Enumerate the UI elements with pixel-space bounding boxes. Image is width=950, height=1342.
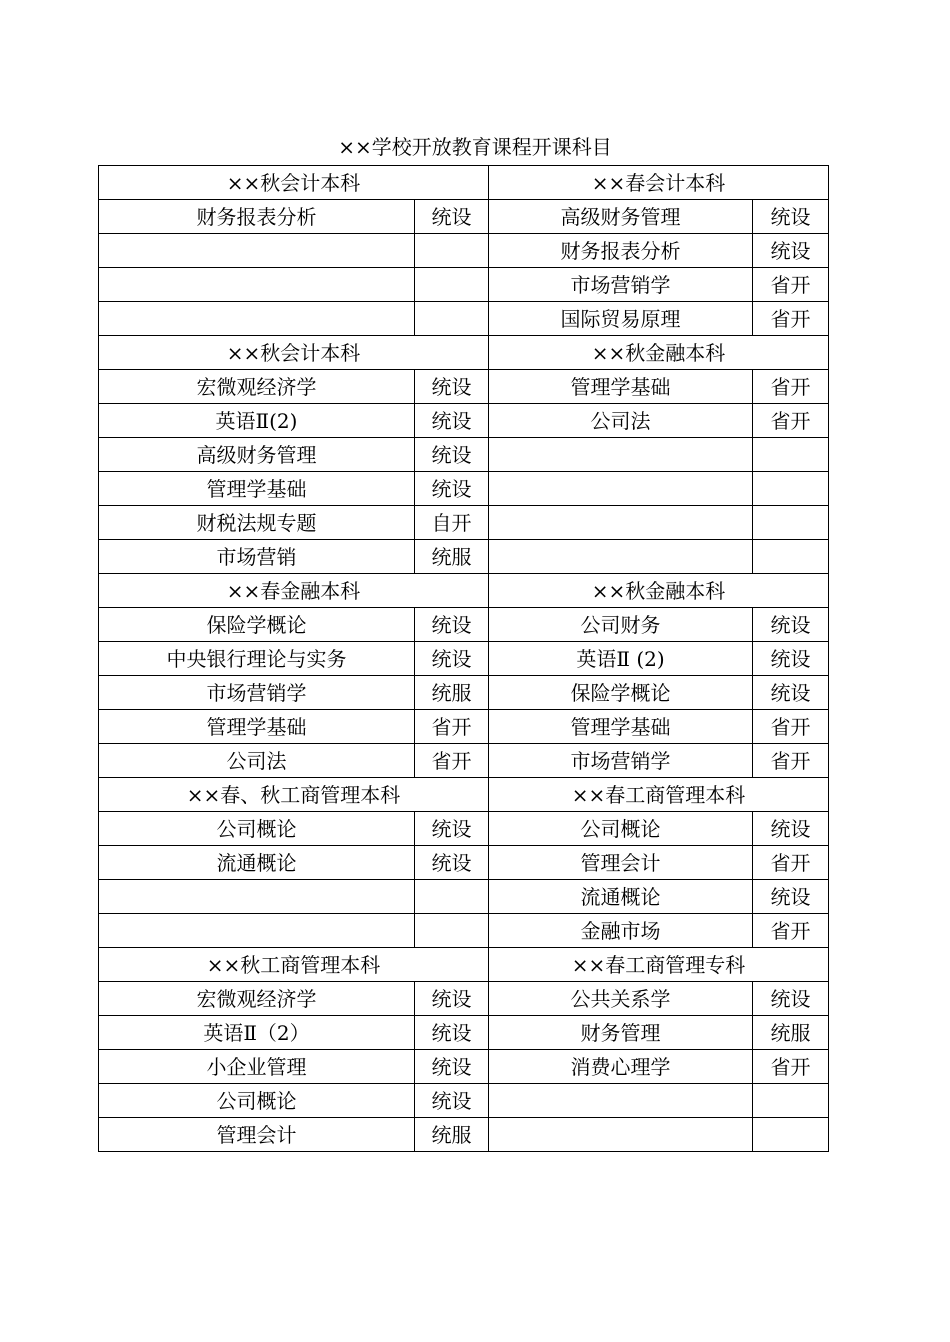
course-type-cell xyxy=(753,1084,829,1118)
course-type-cell: 省开 xyxy=(753,1050,829,1084)
course-name-cell: 英语Ⅱ (2) xyxy=(489,642,753,676)
course-type-cell: 统服 xyxy=(753,1016,829,1050)
course-type-cell: 自开 xyxy=(415,506,489,540)
course-type-cell: 统设 xyxy=(415,812,489,846)
course-type-cell: 省开 xyxy=(753,846,829,880)
section-heading-left: ××秋会计本科 xyxy=(99,336,489,370)
course-row xyxy=(99,642,829,676)
course-type-cell xyxy=(753,506,829,540)
course-name-cell xyxy=(489,540,753,574)
course-name-cell: 管理学基础 xyxy=(489,370,753,404)
section-heading-right: ××春工商管理专科 xyxy=(489,948,829,982)
course-type-cell: 统设 xyxy=(415,982,489,1016)
course-type-cell: 统设 xyxy=(753,200,829,234)
course-name-cell: 财务报表分析 xyxy=(489,234,753,268)
course-row xyxy=(99,982,829,1016)
course-type-cell: 省开 xyxy=(753,914,829,948)
course-name-cell: 公司概论 xyxy=(489,812,753,846)
course-type-cell: 统服 xyxy=(415,540,489,574)
course-name-cell: 高级财务管理 xyxy=(489,200,753,234)
course-name-cell: 市场营销学 xyxy=(489,744,753,778)
section-heading-row xyxy=(99,336,829,370)
course-type-cell xyxy=(415,234,489,268)
course-name-cell: 公司财务 xyxy=(489,608,753,642)
course-type-cell: 统设 xyxy=(415,608,489,642)
course-name-cell: 流通概论 xyxy=(489,880,753,914)
course-type-cell: 统设 xyxy=(415,370,489,404)
course-name-cell: 中央银行理论与实务 xyxy=(99,642,415,676)
course-name-cell: 管理会计 xyxy=(489,846,753,880)
course-type-cell: 统设 xyxy=(753,642,829,676)
course-type-cell: 统设 xyxy=(753,608,829,642)
course-name-cell: 管理学基础 xyxy=(489,710,753,744)
course-type-cell: 统服 xyxy=(415,676,489,710)
course-type-cell xyxy=(753,1118,829,1152)
course-type-cell: 省开 xyxy=(415,710,489,744)
course-type-cell xyxy=(753,540,829,574)
course-name-cell xyxy=(489,472,753,506)
course-row xyxy=(99,404,829,438)
course-row xyxy=(99,540,829,574)
course-type-cell: 省开 xyxy=(753,268,829,302)
course-row xyxy=(99,200,829,234)
course-name-cell: 保险学概论 xyxy=(489,676,753,710)
course-name-cell: 公司概论 xyxy=(99,812,415,846)
course-type-cell: 统设 xyxy=(415,472,489,506)
course-type-cell: 统设 xyxy=(415,1084,489,1118)
course-name-cell: 国际贸易原理 xyxy=(489,302,753,336)
course-type-cell: 省开 xyxy=(753,710,829,744)
course-row xyxy=(99,1084,829,1118)
course-type-cell: 统设 xyxy=(415,1050,489,1084)
course-row xyxy=(99,608,829,642)
course-name-cell: 金融市场 xyxy=(489,914,753,948)
course-type-cell xyxy=(415,268,489,302)
course-name-cell: 高级财务管理 xyxy=(99,438,415,472)
course-name-cell: 管理学基础 xyxy=(99,472,415,506)
course-type-cell: 省开 xyxy=(753,370,829,404)
course-type-cell: 省开 xyxy=(753,404,829,438)
course-row xyxy=(99,744,829,778)
course-name-cell: 公共关系学 xyxy=(489,982,753,1016)
course-row xyxy=(99,812,829,846)
course-name-cell xyxy=(99,914,415,948)
course-name-cell: 保险学概论 xyxy=(99,608,415,642)
document-title: ××学校开放教育课程开课科目 xyxy=(338,135,612,159)
section-heading-left: ××春金融本科 xyxy=(99,574,489,608)
course-name-cell: 市场营销 xyxy=(99,540,415,574)
section-heading-row xyxy=(99,948,829,982)
course-name-cell: 市场营销学 xyxy=(489,268,753,302)
course-name-cell xyxy=(489,438,753,472)
course-row xyxy=(99,1050,829,1084)
course-type-cell: 统设 xyxy=(753,676,829,710)
course-type-cell: 统服 xyxy=(415,1118,489,1152)
course-type-cell: 统设 xyxy=(753,880,829,914)
course-row xyxy=(99,914,829,948)
course-row xyxy=(99,268,829,302)
course-type-cell: 省开 xyxy=(753,744,829,778)
section-heading-right: ××秋金融本科 xyxy=(489,574,829,608)
section-heading-right: ××春工商管理本科 xyxy=(489,778,829,812)
course-type-cell: 统设 xyxy=(415,1016,489,1050)
course-name-cell: 消费心理学 xyxy=(489,1050,753,1084)
course-table xyxy=(98,165,829,1152)
course-name-cell: 管理会计 xyxy=(99,1118,415,1152)
course-type-cell xyxy=(415,302,489,336)
course-table-body xyxy=(99,166,829,1152)
course-name-cell: 英语Ⅱ(2) xyxy=(99,404,415,438)
section-heading-left: ××秋工商管理本科 xyxy=(99,948,489,982)
course-type-cell: 统设 xyxy=(415,642,489,676)
course-name-cell: 财务报表分析 xyxy=(99,200,415,234)
course-name-cell xyxy=(489,1084,753,1118)
section-heading-row xyxy=(99,574,829,608)
course-type-cell: 统设 xyxy=(415,200,489,234)
course-name-cell: 公司法 xyxy=(99,744,415,778)
course-name-cell xyxy=(99,302,415,336)
course-type-cell xyxy=(415,914,489,948)
section-heading-row xyxy=(99,778,829,812)
course-name-cell: 市场营销学 xyxy=(99,676,415,710)
course-type-cell xyxy=(415,880,489,914)
section-heading-right: ××春会计本科 xyxy=(489,166,829,200)
course-name-cell xyxy=(99,880,415,914)
course-name-cell xyxy=(99,268,415,302)
course-type-cell: 统设 xyxy=(415,438,489,472)
course-row xyxy=(99,302,829,336)
section-heading-left: ××春、秋工商管理本科 xyxy=(99,778,489,812)
course-row xyxy=(99,1016,829,1050)
course-type-cell xyxy=(753,438,829,472)
course-row xyxy=(99,234,829,268)
course-row xyxy=(99,880,829,914)
course-row xyxy=(99,506,829,540)
course-row xyxy=(99,1118,829,1152)
course-name-cell xyxy=(489,506,753,540)
course-name-cell xyxy=(489,1118,753,1152)
course-name-cell: 宏微观经济学 xyxy=(99,370,415,404)
course-type-cell: 统设 xyxy=(753,234,829,268)
course-row xyxy=(99,676,829,710)
course-name-cell: 宏微观经济学 xyxy=(99,982,415,1016)
course-name-cell: 财税法规专题 xyxy=(99,506,415,540)
course-type-cell: 省开 xyxy=(753,302,829,336)
course-name-cell: 财务管理 xyxy=(489,1016,753,1050)
course-row xyxy=(99,370,829,404)
course-name-cell: 英语Ⅱ（2） xyxy=(99,1016,415,1050)
course-name-cell: 公司法 xyxy=(489,404,753,438)
section-heading-left: ××秋会计本科 xyxy=(99,166,489,200)
course-type-cell xyxy=(753,472,829,506)
course-type-cell: 统设 xyxy=(415,846,489,880)
course-name-cell: 公司概论 xyxy=(99,1084,415,1118)
course-row xyxy=(99,438,829,472)
course-type-cell: 省开 xyxy=(415,744,489,778)
course-name-cell: 小企业管理 xyxy=(99,1050,415,1084)
course-name-cell: 管理学基础 xyxy=(99,710,415,744)
course-type-cell: 统设 xyxy=(415,404,489,438)
course-name-cell: 流通概论 xyxy=(99,846,415,880)
course-name-cell xyxy=(99,234,415,268)
course-type-cell: 统设 xyxy=(753,982,829,1016)
course-row xyxy=(99,846,829,880)
course-row xyxy=(99,472,829,506)
course-row xyxy=(99,710,829,744)
section-heading-right: ××秋金融本科 xyxy=(489,336,829,370)
section-heading-row xyxy=(99,166,829,200)
course-type-cell: 统设 xyxy=(753,812,829,846)
